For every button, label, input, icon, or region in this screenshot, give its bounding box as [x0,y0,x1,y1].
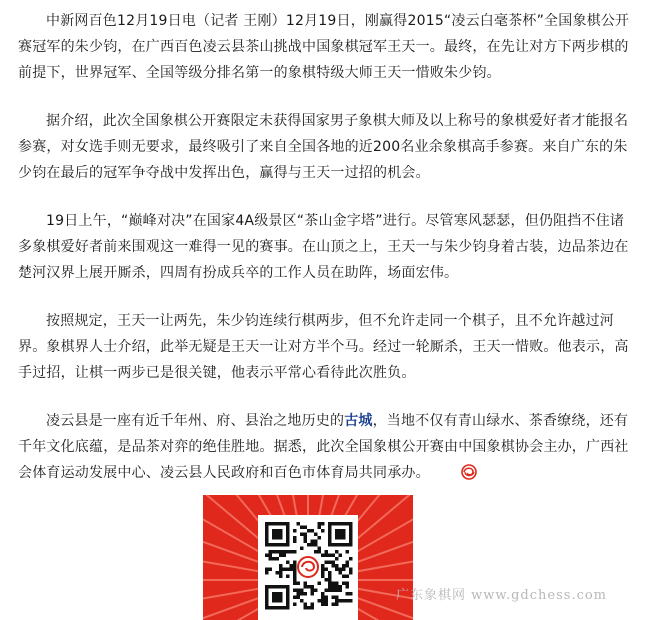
paragraph-4: 按照规定，王天一让两先，朱少钧连续行棋两步，但不允许走同一个棋子，且不允许越过河界。象棋界人士介绍，此举无疑是王天一让对方半个马。经过一轮厮杀，王天一惜败。他表示，高手过招，让棋一两步已是很关键，他表示平常心看待此次胜负。 [18,313,629,381]
site-watermark: 广东象棋网 www.gdchess.com [396,588,608,603]
paragraph-3: 19日上午，“巅峰对决”在国家4A级景区“茶山金字塔”进行。尽管寒风瑟瑟，但仍阻挡不住诸多象棋爱好者前来围观这一难得一见的赛事。在山顶之上，王天一与朱少钧身着古装，边品茶边在楚河汉界上展开厮杀，四周有扮成兵卒的工作人员在助阵，场面宏伟。 [18,213,629,281]
chinanews-logo-icon [433,463,449,479]
ancient-city-link[interactable]: 古城 [344,413,373,429]
paragraph-1: 中新网百色12月19日电（记者 王刚）12月19日，刚赢得2015“凌云白毫茶杯”全国象棋公开赛冠军的朱少钧，在广西百色凌云县茶山挑战中国象棋冠军王天一。最终，在先让对方下两步棋的前提下，世界冠军、全国等级分排名第一的象棋特级大师王天一惜败朱少钧。 [18,13,630,81]
paragraph-5-text-b: ，当地不仅有青山绿水、茶香缭绕，还有千年文化底蕴，是品茶对弈的绝佳胜地。据悉，此次全国象棋公开赛由中国象棋协会主办，广西社会体育运动发展中心、凌云县人民政府和百色市体育局共同承办。 [18,413,629,481]
paragraph-2: 据介绍，此次全国象棋公开赛限定未获得国家男子象棋大师及以上称号的象棋爱好者才能报名参赛，对女选手则无要求，最终吸引了来自全国各地的近200名业余象棋高手参赛。来自广东的朱少钧在最后的冠军争夺战中发挥出色，赢得与王天一过招的机会。 [18,113,629,181]
qr-code-banner [203,495,413,620]
qr-center-logo-icon [298,557,318,577]
qr-code-graphic [203,495,413,620]
paragraph-5-text-a: 凌云县是一座有近千年州、府、县治之地历史的 [46,413,345,429]
paragraph-5 [18,408,636,486]
article-body [18,8,636,508]
